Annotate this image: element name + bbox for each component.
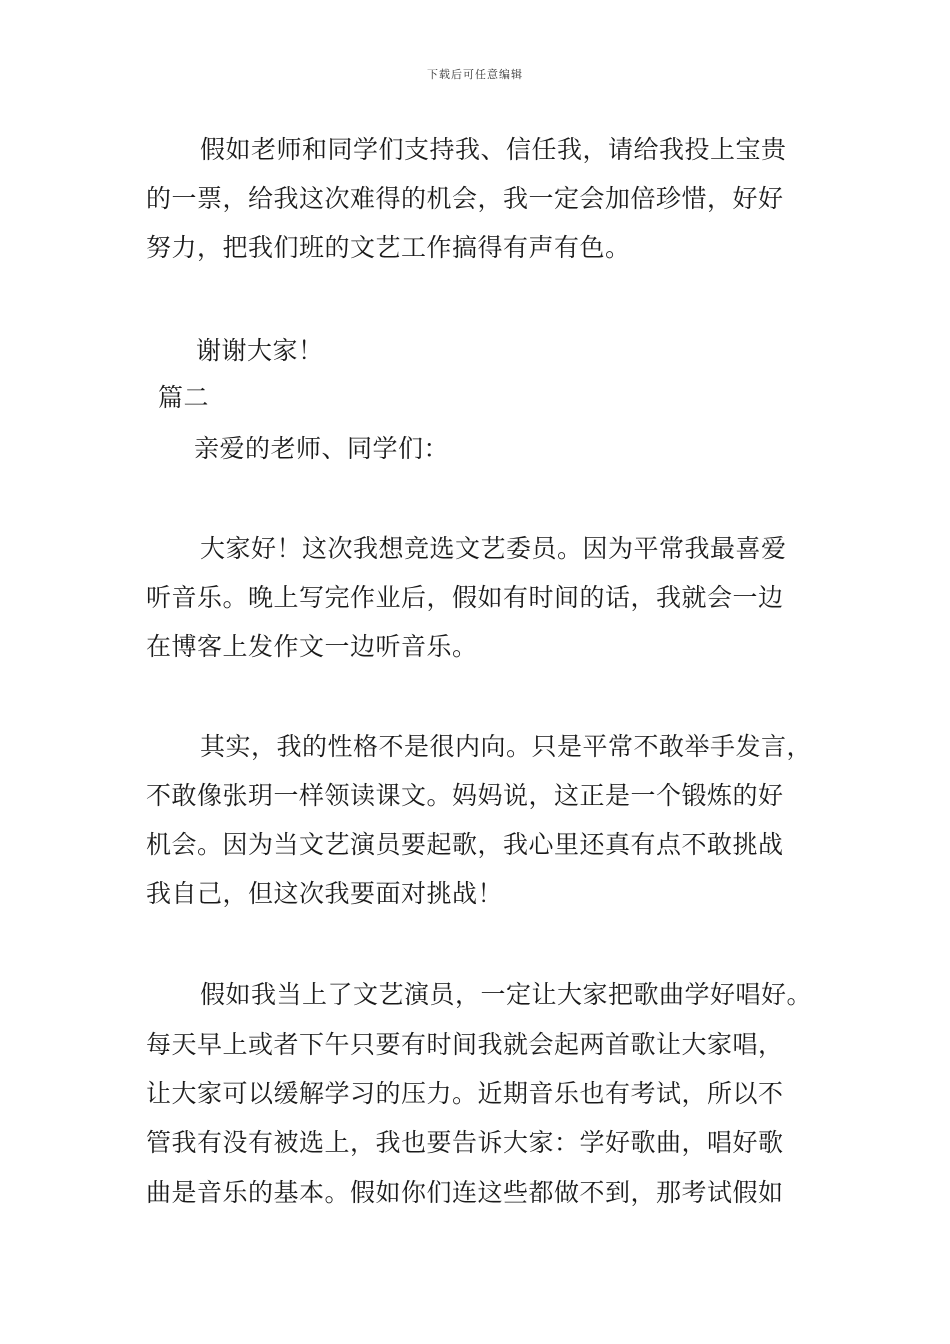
paragraph-line: 假如老师和同学们支持我、信任我，请给我投上宝贵: [200, 135, 787, 164]
paragraph-line: 大家好！这次我想竞选文艺委员。因为平常我最喜爱: [200, 534, 787, 563]
paragraph-line: 假如我当上了文艺演员，一定让大家把歌曲学好唱好。: [200, 980, 813, 1009]
paragraph-line: 在博客上发作文一边听音乐。: [146, 632, 478, 661]
paragraph-line: 的一票，给我这次难得的机会，我一定会加倍珍惜，好好: [146, 184, 784, 213]
paragraph-line: 听音乐。晚上写完作业后，假如有时间的话，我就会一边: [146, 583, 784, 612]
section-heading: 篇二: [158, 383, 210, 412]
closing-line: 谢谢大家！: [196, 336, 324, 365]
paragraph-line: 其实，我的性格不是很内向。只是平常不敢举手发言，: [200, 732, 813, 761]
page-header: 下载后可任意编辑: [427, 68, 523, 81]
paragraph-line: 曲是音乐的基本。假如你们连这些都做不到，那考试假如: [146, 1178, 784, 1207]
paragraph-line: 每天早上或者下午只要有时间我就会起两首歌让大家唱，: [146, 1030, 784, 1059]
paragraph-line: 我自己，但这次我要面对挑战！: [146, 879, 504, 908]
paragraph-line: 管我有没有被选上，我也要告诉大家：学好歌曲，唱好歌: [146, 1128, 784, 1157]
paragraph-line: 机会。因为当文艺演员要起歌，我心里还真有点不敢挑战: [146, 830, 784, 859]
paragraph-line: 让大家可以缓解学习的压力。近期音乐也有考试，所以不: [146, 1079, 784, 1108]
paragraph-line: 不敢像张玥一样领读课文。妈妈说，这正是一个锻炼的好: [146, 781, 784, 810]
paragraph-line: 努力，把我们班的文艺工作搞得有声有色。: [146, 233, 631, 262]
salutation-line: 亲爱的老师、同学们：: [194, 434, 450, 463]
